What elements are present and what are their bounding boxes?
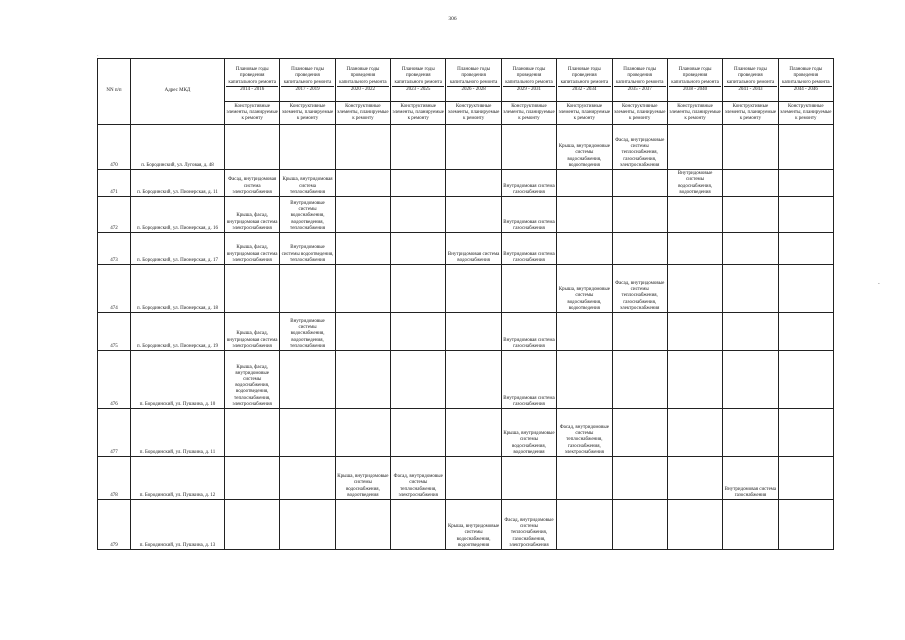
repair-cell: Крыша, внутридомовая система теплоснабжения	[280, 170, 335, 197]
repair-cell	[280, 500, 335, 550]
header-period-years: 2032 - 2034	[558, 86, 610, 93]
row-number: 477	[98, 409, 131, 457]
repair-cell	[446, 409, 501, 457]
table-row	[98, 313, 834, 351]
repair-cell	[391, 265, 446, 313]
header-elements-7: Конструктивные элементы, планируемые к ремонту	[612, 102, 667, 125]
repair-cell	[335, 233, 390, 265]
repair-cell	[723, 125, 778, 170]
repair-cell	[391, 313, 446, 351]
repair-cell: Крыша, фасад, внутридомовая система электроснабжения	[225, 313, 280, 351]
header-period-label: Плановые годы проведения капитального ремонта	[505, 67, 553, 85]
repair-cell	[335, 170, 390, 197]
repair-cell	[446, 313, 501, 351]
repair-cell: Крыша, внутридомовые системы водоснабжения, водоотведения	[446, 500, 501, 550]
header-period-years: 2014 - 2016	[226, 86, 278, 93]
header-elements-2: Конструктивные элементы, планируемые к ремонту	[335, 102, 390, 125]
repair-cell	[612, 197, 667, 233]
repair-cell	[225, 409, 280, 457]
repair-cell: Фасад, внутридомовые системы теплоснабжения, газоснабжения, электроснабжения	[612, 265, 667, 313]
row-address: п. Бородинский, ул. Пионерская, д. 16	[131, 197, 225, 233]
repair-cell	[778, 265, 833, 313]
repair-cell	[335, 265, 390, 313]
repair-cell	[667, 197, 722, 233]
header-period-4	[446, 59, 501, 102]
header-period-label: Плановые годы проведения капитального ремонта	[726, 67, 775, 85]
header-period-label: Плановые годы проведения капитального ремонта	[560, 67, 609, 85]
repair-cell	[446, 170, 501, 197]
header-period-10	[778, 59, 833, 102]
header-period-label: Плановые годы проведения капитального ремонта	[449, 67, 498, 85]
row-address: п. Бородинский, ул. Пушкина, д. 13	[131, 500, 225, 550]
repair-cell	[557, 457, 612, 500]
header-period-1	[280, 59, 335, 102]
repair-cell	[778, 313, 833, 351]
repair-cell: Крыша, фасад, внутридомовые системы водоснабжения, водоотведения, теплоснабжения, электроснабжения	[225, 351, 280, 409]
repair-cell	[778, 500, 833, 550]
header-elements-6: Конструктивные элементы, планируемые к ремонту	[557, 102, 612, 125]
repair-cell	[723, 170, 778, 197]
header-elements-0: Конструктивные элементы, планируемые к ремонту	[225, 102, 280, 125]
header-period-label: Плановые годы проведения капитального ремонта	[671, 67, 719, 85]
table-row	[98, 197, 834, 233]
repair-cell	[778, 457, 833, 500]
repair-cell	[335, 125, 390, 170]
header-elements-3: Конструктивные элементы, планируемые к ремонту	[391, 102, 446, 125]
scan-mark: ·	[97, 54, 99, 59]
header-period-7	[612, 59, 667, 102]
row-number: 478	[98, 457, 131, 500]
page-number: 306	[448, 16, 457, 22]
repair-cell	[501, 125, 556, 170]
repair-cell: Крыша, фасад, внутридомовая система электроснабжения	[225, 233, 280, 265]
header-period-years: 2020 - 2022	[337, 86, 389, 93]
repair-cell	[557, 197, 612, 233]
header-elements-1: Конструктивные элементы, планируемые к ремонту	[280, 102, 335, 125]
row-number: 472	[98, 197, 131, 233]
table-row	[98, 233, 834, 265]
row-number: 470	[98, 125, 131, 170]
header-period-8	[667, 59, 722, 102]
header-period-years: 2017 - 2019	[281, 86, 333, 93]
repair-cell: Внутридомовая система водоснабжения	[446, 233, 501, 265]
repair-cell	[280, 457, 335, 500]
repair-cell	[501, 457, 556, 500]
header-period-label: Плановые годы проведения капитального ремонта	[283, 67, 332, 85]
scan-mark: -	[878, 282, 880, 287]
row-address: п. Бородинский, ул. Пионерская, д. 19	[131, 313, 225, 351]
repair-cell	[612, 500, 667, 550]
capital-repair-table	[97, 58, 834, 550]
row-number: 479	[98, 500, 131, 550]
repair-cell	[225, 125, 280, 170]
repair-cell	[667, 351, 722, 409]
repair-cell	[446, 457, 501, 500]
repair-cell	[612, 409, 667, 457]
repair-cell: Крыша, фасад, внутридомовая система электроснабжения	[225, 197, 280, 233]
repair-cell: Внутридомовая система газоснабжения	[501, 170, 556, 197]
header-period-label: Плановые годы проведения капитального ремонта	[615, 67, 664, 85]
row-address: п. Бородинский, ул. Пионерская, д. 17	[131, 233, 225, 265]
table-row	[98, 170, 834, 197]
repair-cell: Фасад, внутридомовые системы теплоснабжения, газоснабжения, электроснабжения	[612, 125, 667, 170]
repair-cell	[391, 409, 446, 457]
repair-cell	[667, 125, 722, 170]
row-number: 475	[98, 313, 131, 351]
row-number: 476	[98, 351, 131, 409]
repair-cell: Внутридомовая система газоснабжения	[501, 233, 556, 265]
table-row	[98, 351, 834, 409]
repair-cell	[557, 500, 612, 550]
repair-cell	[723, 351, 778, 409]
row-address: п. Бородинский, ул. Пионерская, д. 11	[131, 170, 225, 197]
header-period-5	[501, 59, 556, 102]
repair-cell: Крыша, внутридомовые системы водоснабжения, водоотведения	[557, 265, 612, 313]
header-num: NN п/п	[98, 59, 131, 125]
repair-cell: Внутридомовая система газоснабжения	[501, 313, 556, 351]
header-period-label: Плановые годы проведения капитального ремонта	[394, 67, 443, 85]
repair-cell: Фасад, внутридомовые системы теплоснабжения, газоснабжения, электроснабжения	[501, 500, 556, 550]
repair-cell: Внутридомовые системы водоотведения, теплоснабжения	[280, 233, 335, 265]
repair-cell	[612, 457, 667, 500]
repair-cell	[612, 170, 667, 197]
repair-cell: Внутридомовая система газоснабжения	[501, 197, 556, 233]
header-elements-10: Конструктивные элементы, планируемые к ремонту	[778, 102, 833, 125]
repair-cell	[612, 351, 667, 409]
repair-cell	[667, 265, 722, 313]
repair-cell	[778, 351, 833, 409]
repair-cell	[778, 170, 833, 197]
repair-cell	[557, 233, 612, 265]
header-period-years: 2041 - 2043	[724, 86, 776, 93]
repair-cell	[446, 265, 501, 313]
repair-cell	[391, 125, 446, 170]
header-period-years: 2023 - 2025	[392, 86, 444, 93]
repair-cell: Крыша, внутридомовые системы водоснабжения, водоотведения	[501, 409, 556, 457]
header-period-9	[723, 59, 778, 102]
repair-cell	[391, 170, 446, 197]
header-period-years: 2044 - 2046	[780, 86, 832, 93]
header-period-0	[225, 59, 280, 102]
header-period-years: 2035 - 2037	[614, 86, 666, 93]
repair-cell	[667, 233, 722, 265]
header-period-label: Плановые годы проведения капитального ремонта	[228, 67, 276, 85]
row-address: п. Бородинский, ул. Луговая, д. 48	[131, 125, 225, 170]
repair-cell	[280, 409, 335, 457]
header-elements-4: Конструктивные элементы, планируемые к ремонту	[446, 102, 501, 125]
header-row	[98, 59, 834, 102]
repair-cell: Внутридомовые системы водоснабжения, водоотведения, теплоснабжения	[280, 197, 335, 233]
header-period-3	[391, 59, 446, 102]
row-address: п. Бородинский, ул. Пушкина, д. 11	[131, 409, 225, 457]
repair-cell	[723, 197, 778, 233]
repair-cell	[667, 409, 722, 457]
row-number: 473	[98, 233, 131, 265]
repair-cell	[612, 313, 667, 351]
repair-cell	[723, 233, 778, 265]
header-period-years: 2038 - 2040	[669, 86, 721, 93]
row-address: п. Бородинский, ул. Пионерская, д. 18	[131, 265, 225, 313]
repair-cell	[501, 265, 556, 313]
header-period-2	[335, 59, 390, 102]
repair-cell	[723, 313, 778, 351]
row-number: 471	[98, 170, 131, 197]
repair-cell	[667, 500, 722, 550]
repair-cell	[446, 351, 501, 409]
repair-cell	[723, 409, 778, 457]
repair-cell: Внутридомовые системы водоснабжения, водоотведения	[667, 170, 722, 197]
repair-cell	[723, 500, 778, 550]
table-body	[98, 125, 834, 550]
repair-cell	[723, 265, 778, 313]
repair-cell: Крыша, внутридомовые системы водоснабжения, водоотведения	[557, 125, 612, 170]
header-period-years: 2026 - 2028	[447, 86, 499, 93]
repair-cell	[446, 125, 501, 170]
table-row	[98, 125, 834, 170]
header-period-years: 2029 - 2031	[503, 86, 555, 93]
table-row	[98, 265, 834, 313]
header-period-label: Плановые годы проведения капитального ремонта	[339, 67, 387, 85]
repair-cell	[391, 197, 446, 233]
repair-cell	[280, 265, 335, 313]
repair-cell	[778, 197, 833, 233]
repair-cell	[391, 500, 446, 550]
repair-cell	[557, 170, 612, 197]
header-elements-8: Конструктивные элементы, планируемые к ремонту	[667, 102, 722, 125]
repair-cell	[557, 313, 612, 351]
repair-cell: Фасад, внутридомовая система электроснабжения	[225, 170, 280, 197]
repair-cell: Внутридомовая система газоснабжения	[501, 351, 556, 409]
repair-cell	[335, 197, 390, 233]
repair-cell	[335, 313, 390, 351]
table-row	[98, 457, 834, 500]
repair-cell	[667, 313, 722, 351]
header-period-label: Плановые годы проведения капитального ремонта	[782, 67, 830, 85]
repair-cell: Внутридомовые системы водоснабжения, водоотведения, теплоснабжения	[280, 313, 335, 351]
repair-cell	[280, 351, 335, 409]
repair-cell: Фасад, внутридомовые системы теплоснабжения, газоснабжения, электроснабжения	[557, 409, 612, 457]
repair-cell	[667, 457, 722, 500]
repair-cell: Внутридомовая система газоснабжения	[723, 457, 778, 500]
repair-cell	[446, 197, 501, 233]
repair-cell	[280, 125, 335, 170]
repair-cell	[612, 233, 667, 265]
table-row	[98, 500, 834, 550]
header-period-6	[557, 59, 612, 102]
repair-cell	[225, 457, 280, 500]
repair-cell	[778, 125, 833, 170]
row-address: п. Бородинский, ул. Пушкина, д. 12	[131, 457, 225, 500]
repair-cell	[778, 409, 833, 457]
repair-cell: Крыша, внутридомовые системы водоснабжения, водоотведения	[335, 457, 390, 500]
header-address: Адрес МКД	[131, 59, 225, 125]
header-elements-5: Конструктивные элементы, планируемые к ремонту	[501, 102, 556, 125]
row-number: 474	[98, 265, 131, 313]
row-address: п. Бородинский, ул. Пушкина, д. 10	[131, 351, 225, 409]
repair-cell	[335, 351, 390, 409]
repair-cell	[557, 351, 612, 409]
repair-cell	[225, 500, 280, 550]
header-elements-9: Конструктивные элементы, планируемые к ремонту	[723, 102, 778, 125]
table-row	[98, 409, 834, 457]
repair-cell	[778, 233, 833, 265]
repair-cell	[225, 265, 280, 313]
repair-cell	[335, 409, 390, 457]
repair-cell: Фасад, внутридомовые системы теплоснабжения, электроснабжения	[391, 457, 446, 500]
repair-cell	[391, 233, 446, 265]
repair-cell	[335, 500, 390, 550]
repair-cell	[391, 351, 446, 409]
